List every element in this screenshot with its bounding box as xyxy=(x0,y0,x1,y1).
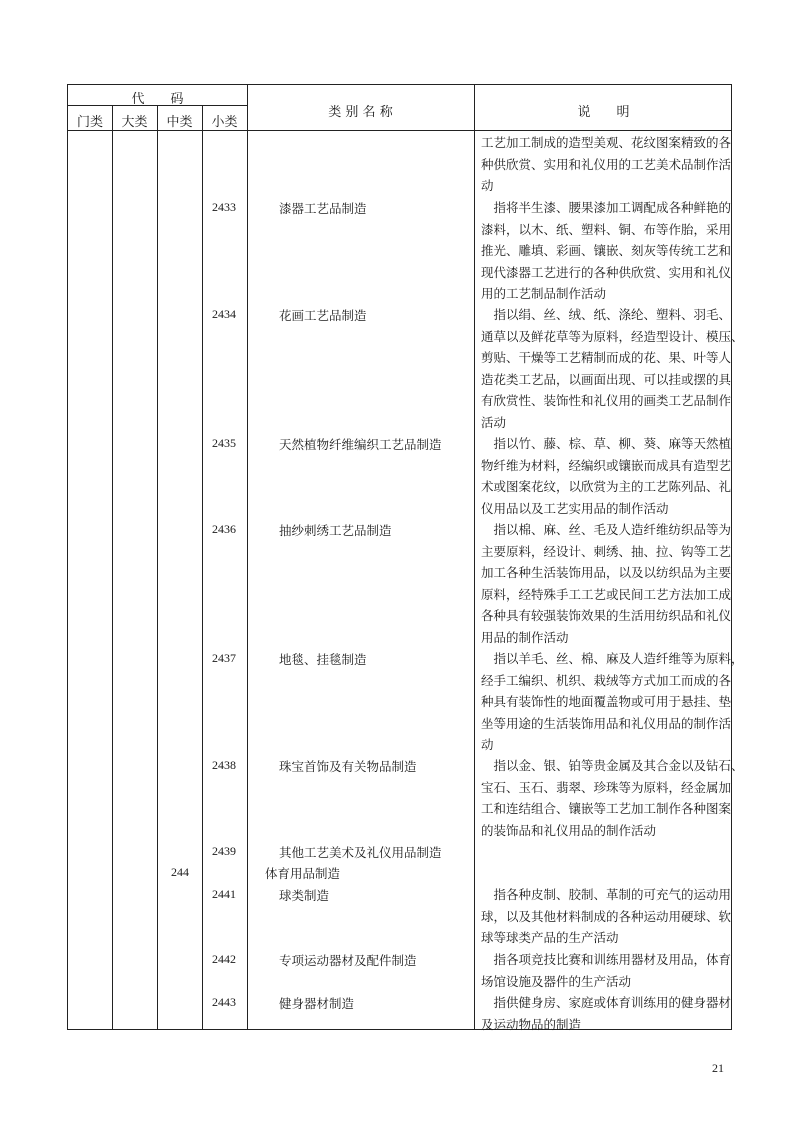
minor-code: 2443 xyxy=(212,995,236,1009)
description-line: 现代漆器工艺进行的各种供欣赏、实用和礼仪 xyxy=(481,264,732,280)
row-description xyxy=(481,433,732,519)
category-name: 漆器工艺品制造 xyxy=(279,201,367,216)
description-line: 的装饰品和礼仪用品的制作活动 xyxy=(481,822,657,838)
header-door: 门类 xyxy=(76,115,103,130)
description-line: 种供欣赏、实用和礼仪用的工艺美术品制作活 xyxy=(481,156,732,172)
row-description xyxy=(481,949,732,992)
row-description xyxy=(481,992,732,1035)
description-line: 动 xyxy=(481,737,494,753)
row-description xyxy=(481,519,732,649)
description-line: 指以棉、麻、丝、毛及人造纤维纺织品等为 xyxy=(481,522,732,537)
category-name: 天然植物纤维编织工艺品制造 xyxy=(279,437,442,452)
description-line: 坐等用途的生活装饰用品和礼仪用品的制作活 xyxy=(481,715,732,731)
description-line: 及运动物品的制造 xyxy=(481,1016,582,1032)
header-code: 代 码 xyxy=(131,92,184,107)
col-divider xyxy=(157,105,158,1029)
description-line: 推光、雕填、彩画、镶嵌、刻灰等传统工艺和 xyxy=(481,243,732,259)
description-line: 动 xyxy=(481,178,494,194)
description-line: 有欣赏性、装饰性和礼仪用的画类工艺品制作 xyxy=(481,393,732,409)
description-line: 加工各种生活装饰用品，以及以纺织品为主要 xyxy=(481,565,732,581)
header-bottom-divider xyxy=(68,130,731,131)
description-line: 主要原料，经设计、刺绣、抽、拉、钩等工艺 xyxy=(481,543,732,559)
category-name: 其他工艺美术及礼仪用品制造 xyxy=(279,845,442,860)
description-line: 物纤维为材料，经编织或镶嵌而成具有造型艺 xyxy=(481,457,732,473)
description-line: 各种具有较强装饰效果的生活用纺织品和礼仪 xyxy=(481,608,732,624)
col-divider xyxy=(112,105,113,1029)
header-minor: 小类 xyxy=(211,115,238,130)
description-line: 场馆设施及器件的生产活动 xyxy=(481,973,632,989)
description-line: 种具有装饰性的地面覆盖物或可用于悬挂、垫 xyxy=(481,694,732,710)
description-line: 指供健身房、家庭或体育训练用的健身器材 xyxy=(481,995,732,1010)
description-line: 漆料，以木、纸、塑料、铜、布等作胎，采用 xyxy=(481,221,732,237)
minor-code: 2438 xyxy=(212,758,236,772)
category-name: 体育用品制造 xyxy=(265,866,341,881)
description-line: 活动 xyxy=(481,414,507,430)
minor-code: 2434 xyxy=(212,307,236,321)
minor-code: 2437 xyxy=(212,651,236,665)
row-description xyxy=(481,648,744,756)
description-line: 宝石、玉石、翡翠、珍珠等为原料，经金属加 xyxy=(481,779,732,795)
minor-code: 2439 xyxy=(212,844,236,858)
description-line: 用的工艺制品制作活动 xyxy=(481,286,607,302)
minor-code: 2433 xyxy=(212,200,236,214)
category-name: 专项运动器材及配件制造 xyxy=(279,953,417,968)
description-line: 造花类工艺品，以画面出现、可以挂或摆的具 xyxy=(481,371,732,387)
minor-code: 2441 xyxy=(212,887,236,901)
description-line: 剪贴、干燥等工艺精制而成的花、果、叶等人 xyxy=(481,350,732,366)
minor-code: 2435 xyxy=(212,436,236,450)
description-line: 用品的制作活动 xyxy=(481,629,569,645)
row-description xyxy=(481,197,732,305)
description-line: 球，以及其他材料制成的各种运动用硬球、软 xyxy=(481,908,732,924)
col-divider xyxy=(474,85,475,1029)
category-name: 地毯、挂毯制造 xyxy=(279,652,367,667)
minor-code: 2436 xyxy=(212,522,236,536)
description-line: 指以金、银、铂等贵金属及其合金以及钻石、 xyxy=(481,758,744,773)
middle-code: 244 xyxy=(171,865,189,879)
col-divider xyxy=(247,85,248,1029)
page-number: 21 xyxy=(712,1061,724,1075)
description-line: 工和连结组合、镶嵌等工艺加工制作各种图案 xyxy=(481,801,732,817)
header-category-name: 类 别 名 称 xyxy=(328,105,393,120)
col-divider xyxy=(202,105,203,1029)
description-line: 指以绢、丝、绒、纸、涤纶、塑料、羽毛、 xyxy=(481,307,732,322)
header-middle: 中类 xyxy=(166,115,193,130)
description-line: 指各种皮制、胶制、革制的可充气的运动用 xyxy=(481,887,732,902)
row-description xyxy=(481,884,732,949)
header-major: 大类 xyxy=(121,115,148,130)
minor-code: 2442 xyxy=(212,952,236,966)
category-name: 珠宝首饰及有关物品制造 xyxy=(279,759,417,774)
category-name: 球类制造 xyxy=(279,888,330,903)
description-line: 指将半生漆、腰果漆加工调配成各种鲜艳的 xyxy=(481,200,732,215)
header-description: 说 明 xyxy=(577,105,630,120)
row-description xyxy=(481,755,744,841)
description-line: 工艺加工制成的造型美观、花纹图案精致的各 xyxy=(481,135,732,150)
description-line: 原料，经特殊手工工艺或民间工艺方法加工成 xyxy=(481,586,732,602)
category-name: 抽纱刺绣工艺品制造 xyxy=(279,523,392,538)
description-line: 指以羊毛、丝、棉、麻及人造纤维等为原料， xyxy=(481,651,744,666)
description-line: 仪用品以及工艺实用品的制作活动 xyxy=(481,500,669,516)
description-line: 通草以及鲜花草等为原料，经造型设计、模压、 xyxy=(481,328,744,344)
category-name: 花画工艺品制造 xyxy=(279,308,367,323)
row-description xyxy=(481,304,744,434)
row-description xyxy=(481,132,732,197)
description-line: 术或图案花纹，以欣赏为主的工艺陈列品、礼 xyxy=(481,479,732,495)
description-line: 指以竹、藤、棕、草、柳、葵、麻等天然植 xyxy=(481,436,732,451)
description-line: 球等球类产品的生产活动 xyxy=(481,930,619,946)
description-line: 指各项竞技比赛和训练用器材及用品，体育 xyxy=(481,952,732,967)
category-name: 健身器材制造 xyxy=(279,996,355,1011)
description-line: 经手工编织、机织、栽绒等方式加工而成的各 xyxy=(481,672,732,688)
